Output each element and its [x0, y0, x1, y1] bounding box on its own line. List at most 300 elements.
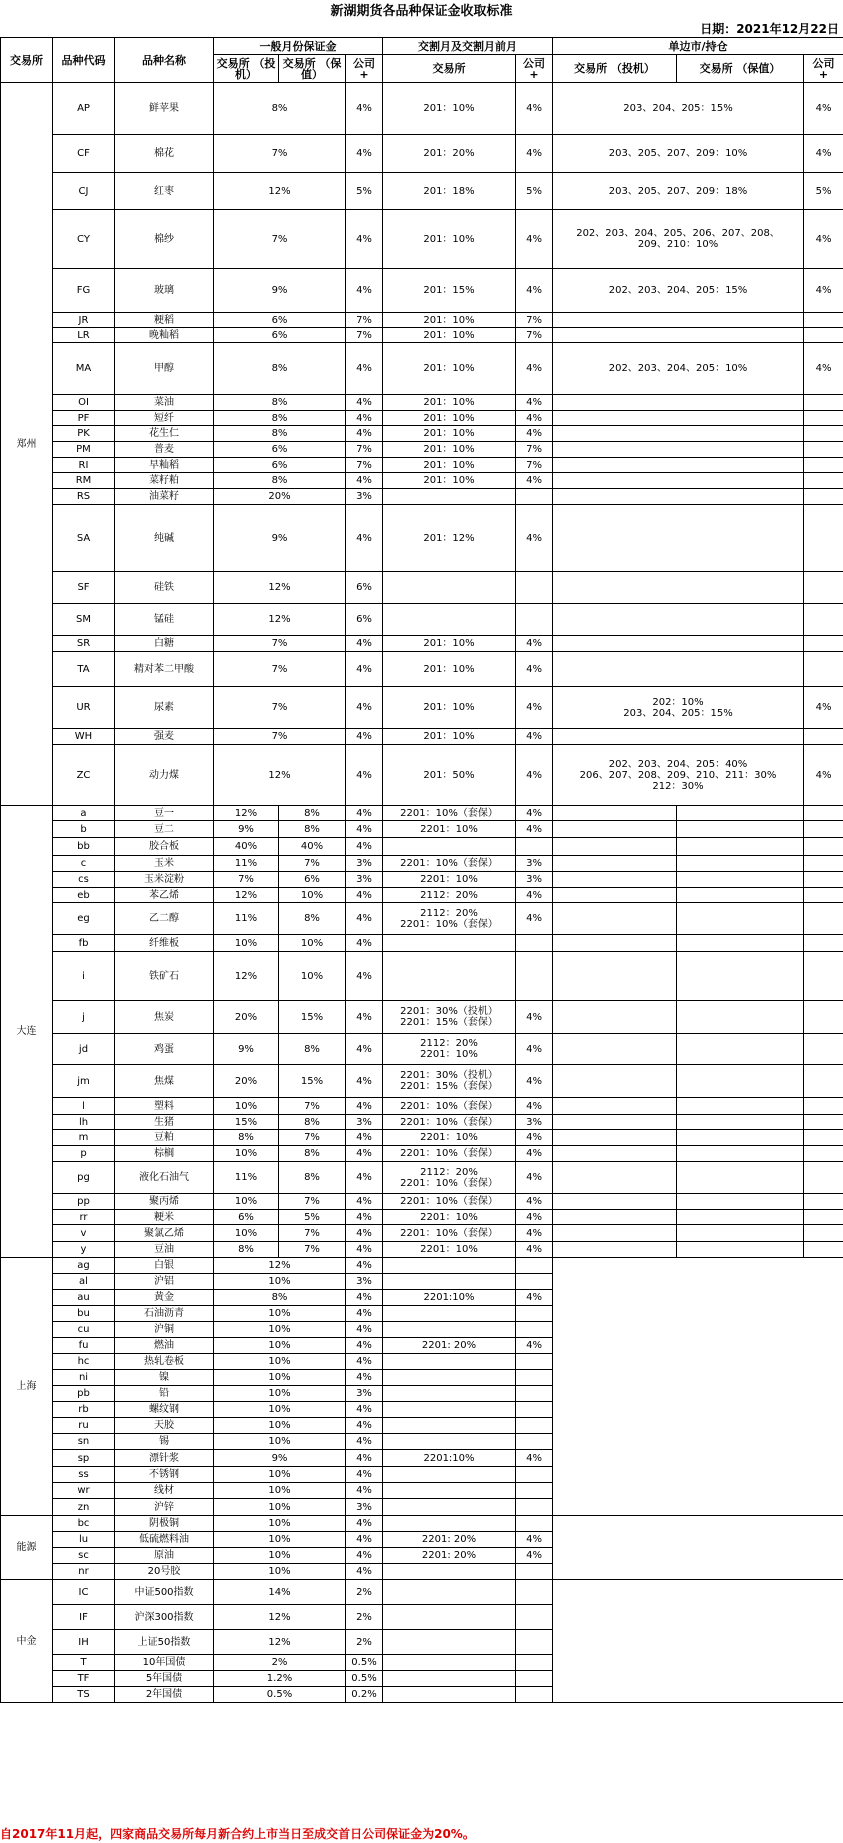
delivery-company-add: 4% [516, 1450, 553, 1467]
general-company-add: 3% [346, 1274, 383, 1290]
unilateral-company-add [804, 1034, 843, 1065]
unilateral-exchange-hedge [677, 806, 804, 821]
delivery-exchange-margin [383, 1402, 516, 1418]
delivery-company-add [516, 935, 553, 952]
general-exchange-hedge-margin: 8% [279, 1146, 346, 1162]
unilateral-exchange-hedge [677, 903, 804, 935]
product-code: ni [53, 1370, 115, 1386]
delivery-company-add [516, 1499, 553, 1516]
unilateral-exchange-margin: 202、203、204、205：10% [553, 343, 804, 395]
general-exchange-hedge-margin: 7% [279, 1225, 346, 1242]
general-company-add: 4% [346, 1450, 383, 1467]
unilateral-exchange-hedge [677, 1115, 804, 1130]
product-code: FG [53, 269, 115, 313]
general-company-add: 4% [346, 1098, 383, 1115]
general-company-add: 7% [346, 442, 383, 458]
general-exchange-hedge-margin: 7% [279, 856, 346, 872]
general-company-add: 4% [346, 745, 383, 806]
header-code: 品种代码 [53, 38, 115, 83]
delivery-exchange-margin: 2201: 20% [383, 1532, 516, 1548]
product-code: al [53, 1274, 115, 1290]
delivery-company-add: 4% [516, 687, 553, 729]
product-name: 镍 [115, 1370, 214, 1386]
general-exchange-margin: 7% [214, 210, 346, 269]
table-row [1, 489, 843, 505]
product-name: 乙二醇 [115, 903, 214, 935]
delivery-exchange-margin: 201：10% [383, 343, 516, 395]
delivery-company-add: 4% [516, 745, 553, 806]
product-code: eb [53, 888, 115, 903]
product-code: rb [53, 1402, 115, 1418]
product-code: j [53, 1001, 115, 1034]
general-company-add: 4% [346, 1516, 383, 1532]
unilateral-exchange-margin [553, 395, 804, 411]
delivery-company-add [516, 1655, 553, 1671]
unilateral-exchange-hedge [677, 1034, 804, 1065]
general-company-add: 0.2% [346, 1687, 383, 1703]
general-exchange-margin: 12% [214, 745, 346, 806]
delivery-exchange-margin: 2201: 20% [383, 1338, 516, 1354]
general-exchange-margin: 12% [214, 604, 346, 636]
product-name: 红枣 [115, 173, 214, 210]
product-code: pp [53, 1194, 115, 1210]
general-company-add: 4% [346, 903, 383, 935]
general-exchange-margin: 12% [214, 572, 346, 604]
product-name: 早籼稻 [115, 458, 214, 473]
delivery-company-add: 4% [516, 1098, 553, 1115]
unilateral-company-add [804, 636, 843, 652]
product-code: rr [53, 1210, 115, 1225]
unilateral-exchange-margin [553, 489, 804, 505]
delivery-exchange-margin: 201：10% [383, 313, 516, 328]
delivery-company-add [516, 1354, 553, 1370]
product-code: OI [53, 395, 115, 411]
delivery-exchange-margin [383, 1605, 516, 1630]
delivery-exchange-margin [383, 1687, 516, 1703]
delivery-exchange-margin: 2201：10%（套保） [383, 856, 516, 872]
unilateral-company-add [804, 473, 843, 489]
delivery-exchange-margin: 201：10% [383, 83, 516, 135]
product-name: 中证500指数 [115, 1580, 214, 1605]
general-company-add: 2% [346, 1580, 383, 1605]
unilateral-exchange-margin [553, 729, 804, 745]
delivery-company-add: 4% [516, 343, 553, 395]
unilateral-company-add [804, 328, 843, 343]
unilateral-exchange-spec [553, 1130, 677, 1146]
product-name: 粳米 [115, 1210, 214, 1225]
product-code: jm [53, 1065, 115, 1098]
general-company-add: 3% [346, 1499, 383, 1516]
delivery-exchange-margin: 201：12% [383, 505, 516, 572]
delivery-company-add: 4% [516, 505, 553, 572]
product-code: au [53, 1290, 115, 1306]
unilateral-company-add [804, 313, 843, 328]
general-company-add: 4% [346, 652, 383, 687]
general-company-add: 4% [346, 210, 383, 269]
general-company-add: 4% [346, 1322, 383, 1338]
product-name: 黄金 [115, 1290, 214, 1306]
product-code: c [53, 856, 115, 872]
header-unilateral: 单边市/持仓 [553, 38, 843, 55]
table-row [1, 395, 843, 411]
general-company-add: 4% [346, 687, 383, 729]
product-code: T [53, 1655, 115, 1671]
delivery-company-add: 4% [516, 1548, 553, 1564]
unilateral-exchange-hedge [677, 1130, 804, 1146]
product-name: 豆粕 [115, 1130, 214, 1146]
product-code: ZC [53, 745, 115, 806]
product-name: 短纤 [115, 411, 214, 426]
product-name: 塑料 [115, 1098, 214, 1115]
general-exchange-margin: 10% [214, 1564, 346, 1580]
header-delivery-month: 交割月及交割月前月 [383, 38, 553, 55]
product-code: RM [53, 473, 115, 489]
delivery-company-add: 3% [516, 856, 553, 872]
delivery-company-add: 4% [516, 1001, 553, 1034]
general-exchange-spec-margin: 10% [214, 1194, 279, 1210]
delivery-exchange-margin: 201：10% [383, 652, 516, 687]
unilateral-exchange-margin: 203、204、205：15% [553, 83, 804, 135]
unilateral-exchange-margin [553, 313, 804, 328]
delivery-exchange-margin: 201：18% [383, 173, 516, 210]
table-row [1, 806, 843, 821]
unilateral-exchange-hedge [677, 952, 804, 1001]
delivery-company-add [516, 1630, 553, 1655]
general-exchange-spec-margin: 15% [214, 1115, 279, 1130]
delivery-company-add [516, 489, 553, 505]
delivery-company-add [516, 1687, 553, 1703]
delivery-company-add: 4% [516, 1065, 553, 1098]
unilateral-exchange-hedge [677, 838, 804, 856]
product-name: 阴极铜 [115, 1516, 214, 1532]
unilateral-company-add: 4% [804, 210, 843, 269]
general-company-add: 4% [346, 729, 383, 745]
general-exchange-hedge-margin: 7% [279, 1130, 346, 1146]
product-code: TA [53, 652, 115, 687]
product-name: 20号胶 [115, 1564, 214, 1580]
exchange-name: 大连 [1, 806, 53, 1258]
unilateral-company-add [804, 935, 843, 952]
table-row [1, 687, 843, 729]
general-exchange-margin: 14% [214, 1580, 346, 1605]
delivery-company-add: 4% [516, 903, 553, 935]
general-company-add: 4% [346, 1483, 383, 1499]
general-company-add: 3% [346, 489, 383, 505]
table-row [1, 269, 843, 313]
unilateral-exchange-spec [553, 1034, 677, 1065]
general-company-add: 3% [346, 1386, 383, 1402]
product-name: 甲醇 [115, 343, 214, 395]
general-exchange-spec-margin: 9% [214, 1034, 279, 1065]
product-name: 精对苯二甲酸 [115, 652, 214, 687]
delivery-company-add [516, 1671, 553, 1687]
delivery-exchange-margin: 201：10% [383, 395, 516, 411]
general-exchange-spec-margin: 12% [214, 952, 279, 1001]
document-date: 日期：2021年12月22日 [700, 22, 839, 36]
delivery-exchange-margin [383, 1655, 516, 1671]
delivery-exchange-margin: 2201：10% [383, 1242, 516, 1258]
general-exchange-margin: 10% [214, 1418, 346, 1434]
delivery-exchange-margin [383, 952, 516, 1001]
general-exchange-spec-margin: 11% [214, 903, 279, 935]
delivery-exchange-margin [383, 838, 516, 856]
general-company-add: 4% [346, 1290, 383, 1306]
exchange-name: 中金 [1, 1580, 53, 1703]
product-code: PM [53, 442, 115, 458]
table-row [1, 473, 843, 489]
general-exchange-spec-margin: 11% [214, 1162, 279, 1194]
unilateral-blank [553, 1258, 843, 1516]
delivery-company-add: 4% [516, 1194, 553, 1210]
product-code: RI [53, 458, 115, 473]
general-exchange-hedge-margin: 15% [279, 1065, 346, 1098]
delivery-exchange-margin: 2201：10%（套保） [383, 1225, 516, 1242]
delivery-company-add: 4% [516, 1210, 553, 1225]
general-exchange-hedge-margin: 40% [279, 838, 346, 856]
general-company-add: 4% [346, 888, 383, 903]
general-company-add: 4% [346, 426, 383, 442]
product-code: l [53, 1098, 115, 1115]
general-exchange-margin: 10% [214, 1322, 346, 1338]
delivery-exchange-margin [383, 489, 516, 505]
delivery-exchange-margin: 2201:10% [383, 1290, 516, 1306]
delivery-company-add [516, 1434, 553, 1450]
general-exchange-margin: 10% [214, 1434, 346, 1450]
general-company-add: 4% [346, 1210, 383, 1225]
product-name: 尿素 [115, 687, 214, 729]
unilateral-exchange-spec [553, 888, 677, 903]
unilateral-exchange-spec [553, 1242, 677, 1258]
delivery-exchange-margin: 2201：10% [383, 872, 516, 888]
product-name: 苯乙烯 [115, 888, 214, 903]
delivery-exchange-margin: 201：10% [383, 729, 516, 745]
unilateral-company-add [804, 729, 843, 745]
general-company-add: 7% [346, 458, 383, 473]
unilateral-exchange-margin: 202、203、204、205：40% 206、207、208、209、210、211：30% 212：30% [553, 745, 804, 806]
general-company-add: 4% [346, 1418, 383, 1434]
product-code: bu [53, 1306, 115, 1322]
product-code: cs [53, 872, 115, 888]
delivery-company-add: 4% [516, 1338, 553, 1354]
unilateral-exchange-hedge [677, 935, 804, 952]
unilateral-company-add [804, 856, 843, 872]
delivery-company-add [516, 952, 553, 1001]
general-exchange-hedge-margin: 10% [279, 952, 346, 1001]
header-delivery-exchange: 交易所 [383, 55, 516, 83]
product-name: 不锈钢 [115, 1467, 214, 1483]
product-code: RS [53, 489, 115, 505]
product-code: SR [53, 636, 115, 652]
unilateral-blank [553, 1516, 843, 1580]
general-exchange-margin: 10% [214, 1499, 346, 1516]
product-code: CJ [53, 173, 115, 210]
general-company-add: 4% [346, 1194, 383, 1210]
product-name: 石油沥青 [115, 1306, 214, 1322]
product-code: lu [53, 1532, 115, 1548]
table-row [1, 1210, 843, 1225]
unilateral-company-add [804, 1001, 843, 1034]
delivery-company-add: 5% [516, 173, 553, 210]
product-name: 沪深300指数 [115, 1605, 214, 1630]
product-code: IC [53, 1580, 115, 1605]
general-exchange-spec-margin: 40% [214, 838, 279, 856]
header-exchange-hedge: 交易所 （保值） [279, 55, 346, 83]
product-code: bb [53, 838, 115, 856]
product-name: 沪铜 [115, 1322, 214, 1338]
table-row [1, 1162, 843, 1194]
unilateral-company-add: 4% [804, 745, 843, 806]
delivery-company-add: 4% [516, 1225, 553, 1242]
general-exchange-hedge-margin: 7% [279, 1242, 346, 1258]
unilateral-exchange-hedge [677, 1225, 804, 1242]
table-row [1, 1225, 843, 1242]
unilateral-blank [553, 1580, 843, 1703]
unilateral-exchange-margin: 202、203、204、205、206、207、208、 209、210：10% [553, 210, 804, 269]
table-row [1, 426, 843, 442]
delivery-company-add: 4% [516, 652, 553, 687]
product-name: 聚丙烯 [115, 1194, 214, 1210]
unilateral-exchange-spec [553, 935, 677, 952]
table-row [1, 604, 843, 636]
delivery-company-add: 3% [516, 1115, 553, 1130]
table-body [1, 83, 843, 1703]
unilateral-company-add: 4% [804, 83, 843, 135]
header-general-margin: 一般月份保证金 [214, 38, 383, 55]
general-company-add: 4% [346, 83, 383, 135]
product-code: SM [53, 604, 115, 636]
unilateral-company-add [804, 572, 843, 604]
delivery-exchange-margin [383, 1386, 516, 1402]
product-name: 普麦 [115, 442, 214, 458]
delivery-exchange-margin: 201：10% [383, 636, 516, 652]
table-row [1, 745, 843, 806]
general-exchange-margin: 10% [214, 1370, 346, 1386]
delivery-exchange-margin: 2201：10% [383, 1210, 516, 1225]
header-uni-exchange-hedge: 交易所 （保值） [677, 55, 804, 83]
general-company-add: 0.5% [346, 1671, 383, 1687]
table-row [1, 1115, 843, 1130]
exchange-name: 郑州 [1, 83, 53, 806]
delivery-company-add: 7% [516, 313, 553, 328]
general-exchange-spec-margin: 10% [214, 1225, 279, 1242]
table-row [1, 903, 843, 935]
product-code: eg [53, 903, 115, 935]
product-code: wr [53, 1483, 115, 1499]
unilateral-exchange-spec [553, 1210, 677, 1225]
general-company-add: 4% [346, 1434, 383, 1450]
delivery-company-add [516, 1580, 553, 1605]
delivery-company-add: 4% [516, 729, 553, 745]
product-name: 棕榈 [115, 1146, 214, 1162]
delivery-exchange-margin [383, 572, 516, 604]
delivery-exchange-margin [383, 1418, 516, 1434]
unilateral-exchange-spec [553, 872, 677, 888]
general-exchange-margin: 7% [214, 135, 346, 173]
general-exchange-margin: 10% [214, 1516, 346, 1532]
table-row [1, 729, 843, 745]
unilateral-exchange-margin [553, 572, 804, 604]
general-company-add: 4% [346, 1258, 383, 1274]
product-code: AP [53, 83, 115, 135]
general-exchange-margin: 10% [214, 1386, 346, 1402]
general-company-add: 4% [346, 1402, 383, 1418]
unilateral-exchange-spec [553, 838, 677, 856]
general-exchange-margin: 0.5% [214, 1687, 346, 1703]
general-exchange-margin: 8% [214, 473, 346, 489]
delivery-company-add: 4% [516, 426, 553, 442]
product-code: IF [53, 1605, 115, 1630]
exchange-name: 能源 [1, 1516, 53, 1580]
exchange-name: 上海 [1, 1258, 53, 1516]
product-code: TF [53, 1671, 115, 1687]
product-code: IH [53, 1630, 115, 1655]
delivery-company-add: 4% [516, 1290, 553, 1306]
table-row [1, 1146, 843, 1162]
product-code: JR [53, 313, 115, 328]
product-code: CF [53, 135, 115, 173]
general-exchange-margin: 10% [214, 1338, 346, 1354]
general-exchange-margin: 7% [214, 687, 346, 729]
general-company-add: 3% [346, 856, 383, 872]
general-exchange-spec-margin: 7% [214, 872, 279, 888]
delivery-exchange-margin: 2201：10% [383, 821, 516, 838]
unilateral-exchange-margin [553, 652, 804, 687]
unilateral-company-add [804, 604, 843, 636]
unilateral-company-add [804, 1065, 843, 1098]
delivery-exchange-margin: 2201：10%（套保） [383, 806, 516, 821]
product-code: fu [53, 1338, 115, 1354]
general-exchange-margin: 12% [214, 1630, 346, 1655]
general-company-add: 3% [346, 1115, 383, 1130]
general-exchange-margin: 8% [214, 411, 346, 426]
delivery-exchange-margin [383, 1370, 516, 1386]
general-exchange-hedge-margin: 7% [279, 1194, 346, 1210]
delivery-exchange-margin: 201：10% [383, 411, 516, 426]
general-exchange-margin: 8% [214, 83, 346, 135]
product-code: pg [53, 1162, 115, 1194]
product-code: m [53, 1130, 115, 1146]
unilateral-exchange-spec [553, 903, 677, 935]
product-name: 原油 [115, 1548, 214, 1564]
product-name: 鸡蛋 [115, 1034, 214, 1065]
delivery-company-add [516, 604, 553, 636]
table-row [1, 210, 843, 269]
general-company-add: 4% [346, 343, 383, 395]
delivery-exchange-margin: 201：10% [383, 687, 516, 729]
general-exchange-spec-margin: 8% [214, 1130, 279, 1146]
product-code: ag [53, 1258, 115, 1274]
product-name: 胶合板 [115, 838, 214, 856]
table-row [1, 505, 843, 572]
product-name: 生猪 [115, 1115, 214, 1130]
product-code: nr [53, 1564, 115, 1580]
unilateral-exchange-hedge [677, 856, 804, 872]
general-company-add: 4% [346, 952, 383, 1001]
general-company-add: 3% [346, 872, 383, 888]
general-company-add: 4% [346, 473, 383, 489]
product-name: 纯碱 [115, 505, 214, 572]
product-code: cu [53, 1322, 115, 1338]
general-company-add: 2% [346, 1630, 383, 1655]
general-exchange-hedge-margin: 10% [279, 935, 346, 952]
product-name: 棉花 [115, 135, 214, 173]
delivery-company-add [516, 1483, 553, 1499]
general-company-add: 7% [346, 313, 383, 328]
delivery-company-add [516, 1516, 553, 1532]
header-uni-exchange-spec: 交易所 （投机） [553, 55, 677, 83]
delivery-exchange-margin: 2112：20% 2201：10%（套保） [383, 1162, 516, 1194]
unilateral-exchange-margin [553, 442, 804, 458]
